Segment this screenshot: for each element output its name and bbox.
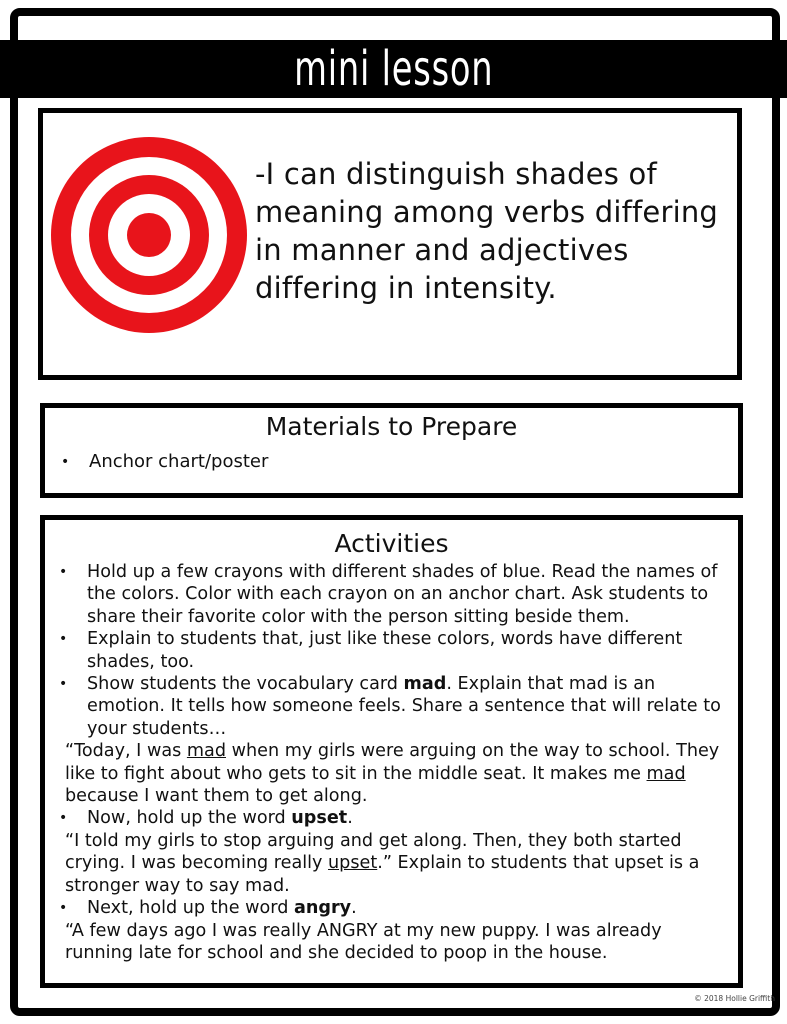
activity-text: Now, hold up the word xyxy=(87,808,292,829)
target-icon xyxy=(49,135,249,335)
example-sentence xyxy=(55,740,730,807)
bullet-icon: • xyxy=(59,564,68,580)
activity-text: Hold up a few crayons with different shades of blue. Read the names of the colors. Color with each crayon on an anchor chart. Ask students to share their favorite color with the person sitting beside them. xyxy=(87,562,718,627)
vocab-word: mad xyxy=(186,741,226,762)
quote-text: .” Explain to students that upset is a stronger way to say mad. xyxy=(65,853,700,896)
activity-text: . xyxy=(347,808,353,829)
vocab-word: upset xyxy=(328,853,378,874)
activity-text: Next, hold up the word xyxy=(87,898,294,919)
activity-item xyxy=(55,561,730,628)
quote-text: because I want them to get along. xyxy=(65,786,368,807)
vocab-word: mad xyxy=(646,763,686,784)
learning-objective: -I can distinguish shades of meaning among verbs differing in manner and adjectives differing in intensity. xyxy=(255,157,719,305)
example-sentence: “A few days ago I was really ANGRY at my new puppy. I was already running late for school and she decided to poop in the house. xyxy=(65,920,662,963)
page-title: mini lesson xyxy=(293,41,494,97)
quote-text: when my girls were arguing on the way to school. They like to fight about who gets to sit in the middle seat. It makes me xyxy=(65,741,720,784)
materials-item-label: Anchor chart/poster xyxy=(89,451,269,472)
activities-heading: Activities xyxy=(334,529,449,558)
vocab-word: mad xyxy=(403,674,447,695)
quote-text: “I told my girls to stop arguing and get along. Then, they both started crying. I was becoming really xyxy=(65,830,682,874)
activity-item xyxy=(55,673,730,740)
activity-item xyxy=(55,897,730,919)
objective-box xyxy=(38,108,742,380)
materials-box xyxy=(40,403,743,498)
bullet-icon: • xyxy=(59,631,68,648)
vocab-word: angry xyxy=(293,898,352,919)
activities-content xyxy=(45,561,738,964)
activity-text: . Explain that mad is an emotion. It tells how someone feels. Share a sentence that will relate to your students… xyxy=(87,674,721,739)
bullet-icon: • xyxy=(59,900,68,917)
bullet-icon: • xyxy=(61,454,70,470)
list-item xyxy=(57,450,738,474)
activity-text: . xyxy=(351,898,357,919)
title-bar xyxy=(0,40,787,98)
activities-box xyxy=(40,515,743,988)
vocab-word: upset xyxy=(291,808,348,829)
example-sentence xyxy=(55,830,730,897)
copyright-notice: © 2018 Hollie Griffith xyxy=(694,994,775,1003)
activity-item xyxy=(55,628,730,673)
bullet-icon: • xyxy=(59,676,68,693)
activity-text: Explain to students that, just like these colors, words have different shades, too. xyxy=(87,629,683,672)
activity-text: Show students the vocabulary card xyxy=(87,674,404,695)
materials-list xyxy=(57,450,738,474)
quote-text: “Today, I was xyxy=(65,741,187,762)
activity-item xyxy=(55,807,730,829)
materials-heading: Materials to Prepare xyxy=(265,412,518,441)
bullet-icon: • xyxy=(59,810,68,827)
